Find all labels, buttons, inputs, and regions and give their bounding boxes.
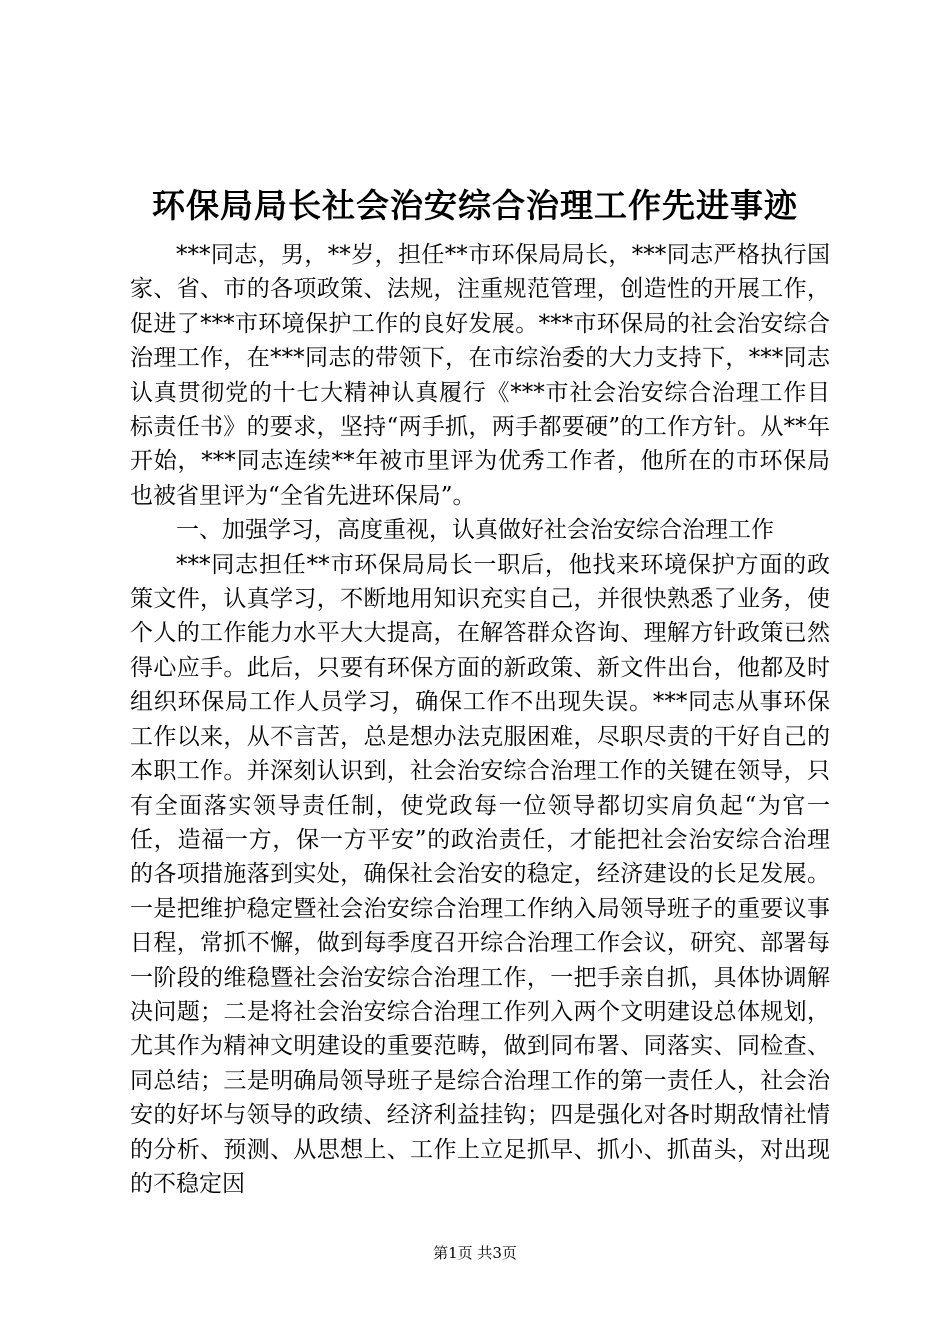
document-body [130,238,830,1201]
document-title: 环保局局长社会治安综合治理工作先进事迹 [152,186,798,225]
section-heading-1: 一、加强学习，高度重视，认真做好社会治安综合治理工作 [176,517,774,544]
page-number-footer: 第1页 共3页 [433,1244,517,1262]
paragraph-intro: ***同志，男，**岁，担任**市环保局局长，***同志严格执行国家、省、市的各项政策、法规，注重规范管理，创造性的开展工作，促进了***市环境保护工作的良好发展。***市环保局的社会治安综合治理工作，在***同志的带领下，在市综治委的大力支持下，***同志认真贯彻党的十七大精神认真履行《***市社会治安综合治理工作目标责任书》的要求，坚持“两手抓，两手都要硬”的工作方针。从**年开始，***同志连续**年被市里评为优秀工作者，他所在的市环保局也被省里评为“全省先进环保局”。 [130,242,830,509]
paragraph-section-1: ***同志担任**市环保局局长一职后，他找来环境保护方面的政策文件，认真学习，不断地用知识充实自己，并很快熟悉了业务，使个人的工作能力水平大大提高，在解答群众咨询、理解方针政策已然得心应手。此后，只要有环保方面的新政策、新文件出台，他都及时组织环保局工作人员学习，确保工作不出现失误。***同志从事环保工作以来，从不言苦，总是想办法克服困难，尽职尽责的干好自己的本职工作。并深刻认识到，社会治安综合治理工作的关键在领导，只有全面落实领导责任制，使党政每一位领导都切实肩负起“为官一任，造福一方，保一方平安”的政治责任，才能把社会治安综合治理的各项措施落到实处，确保社会治安的稳定，经济建设的长足发展。一是把维护稳定暨社会治安综合治理工作纳入局领导班子的重要议事日程，常抓不懈，做到每季度召开综合治理工作会议，研究、部署每一阶段的维稳暨社会治安综合治理工作，一把手亲自抓，具体协调解决问题；二是将社会治安综合治理工作列入两个文明建设总体规划，尤其作为精神文明建设的重要范畴，做到同布署、同落实、同检查、同总结；三是明确局领导班子是综合治理工作的第一责任人，社会治安的好坏与领导的政绩、经济利益挂钩；四是强化对各时期敌情社情的分析、预测、从思想上、工作上立足抓早、抓小、抓苗头，对出现的不稳定因 [130,551,830,1197]
